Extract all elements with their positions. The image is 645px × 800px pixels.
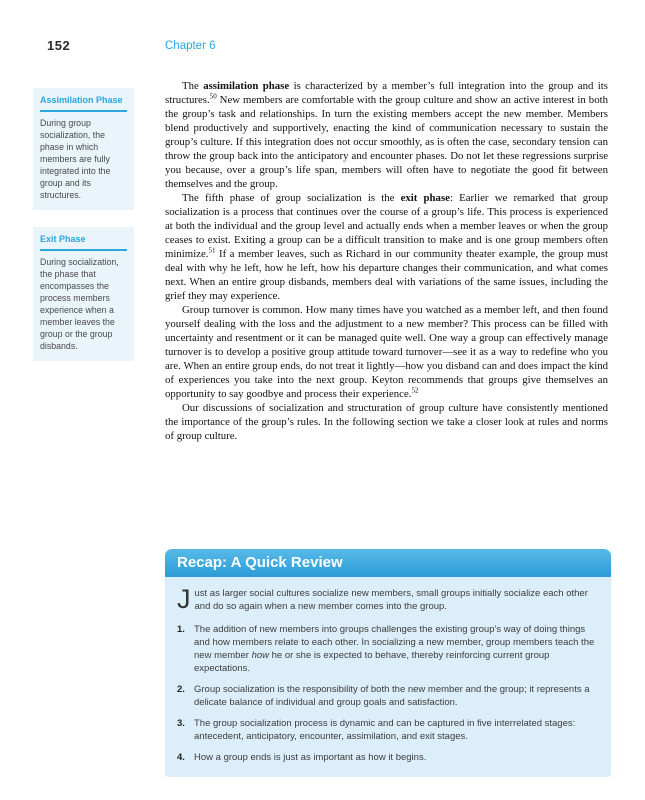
recap-intro-text: ust as larger social cultures socialize new members, small groups initially socialize each other and do so again when a new member comes into the group. (194, 588, 588, 612)
recap-item-text: Group socialization is the responsibility of both the new member and the group; it represents a delicate balance of individual and group goals and satisfaction. (194, 684, 590, 708)
recap-item (177, 751, 595, 764)
recap-intro (177, 587, 595, 613)
definition-title: Exit Phase (40, 234, 127, 251)
paragraph-transition: Our discussions of socialization and structuration of group culture have consistently mentioned the importance of the group’s rules. In the following section we take a closer look at rules and norms of group culture. (165, 402, 608, 442)
recap-item (177, 717, 595, 743)
dropcap-letter: J (177, 587, 191, 613)
definition-title: Assimilation Phase (40, 95, 127, 112)
definition-body: During socialization, the phase that encompasses the process members experience when a member leaves the group or the group disbands. (40, 257, 119, 351)
recap-item-text: The group socialization process is dynamic and can be captured in five interrelated stages: antecedent, anticipatory, encounter, assimilation, and exit stages. (194, 718, 576, 742)
recap-item-number: 2. (177, 684, 185, 695)
definition-box-exit-phase (33, 227, 134, 361)
chapter-label: Chapter 6 (165, 40, 216, 52)
definition-body: During group socialization, the phase in which members are fully integrated into the group and its structures. (40, 118, 111, 200)
recap-item-number: 3. (177, 718, 185, 729)
recap-body (165, 577, 611, 777)
recap-item-text: The addition of new members into groups challenges the existing group’s way of doing things and how members relate to each other. In socializing a new member, group members teach the new member how he or she is expected to behave, thereby reinforcing current group expectations. (194, 624, 595, 674)
page-number: 152 (47, 38, 71, 53)
paragraph-assimilation-phase: The assimilation phase is characterized by a member’s full integration into the group and its structures.$^{50}$ New members are comfortable with the group culture and show an active interest in both the group’s task and relationships. In turn the existing members accept the new member. Members blend productively and supportively, enacting the kind of communication necessary to sustain the group’s culture. If this integration does not occur smoothly, as is often the case, secondary tension can throw the group back into the anticipatory and encounter phases. Do not let these regressions surprise you because, over a group’s life span, members will often have to negotiate the good fit between themselves and the group. (165, 80, 608, 190)
definition-box-assimilation-phase (33, 88, 134, 210)
recap-box (165, 549, 611, 777)
paragraph-group-turnover: Group turnover is common. How many times have you watched as a member left, and then found yourself dealing with the loss and the adjustment to a new member? This process can be filled with uncertainty and resentment or it can be managed quite well. One way a group can effectively manage turnover is to develop a positive group attitude toward turnover—see it as a way to redefine who you are. When an entire group ends, do not treat it lightly—how you disband can and does impact the kind of experiences you take into the next group. Keyton recommends that groups give themselves an opportunity to say goodbye and process their experience.$^{52}$ (165, 304, 608, 400)
paragraph-exit-phase: The fifth phase of group socialization is the exit phase: Earlier we remarked that group socialization is a process that continues over the course of a group’s life. This process is experienced at both the individual and the group level and actually ends when a member leaves or when the group ceases to exist. Exiting a group can be a difficult transition to make and is one group members often minimize.$^{51}$ If a member leaves, such as Richard in our community theater example, the group must deal with why he left, how he left, how his departure changes their communication, and what comes next. When an entire group disbands, members deal with variations of the same issues, including the grief they may experience. (165, 192, 608, 302)
recap-item-text: How a group ends is just as important as how it begins. (194, 752, 427, 763)
recap-item-number: 1. (177, 624, 185, 635)
recap-item-number: 4. (177, 752, 185, 763)
main-text-column (165, 79, 608, 443)
recap-item (177, 623, 595, 675)
recap-item (177, 683, 595, 709)
recap-title: Recap: A Quick Review (165, 549, 611, 577)
